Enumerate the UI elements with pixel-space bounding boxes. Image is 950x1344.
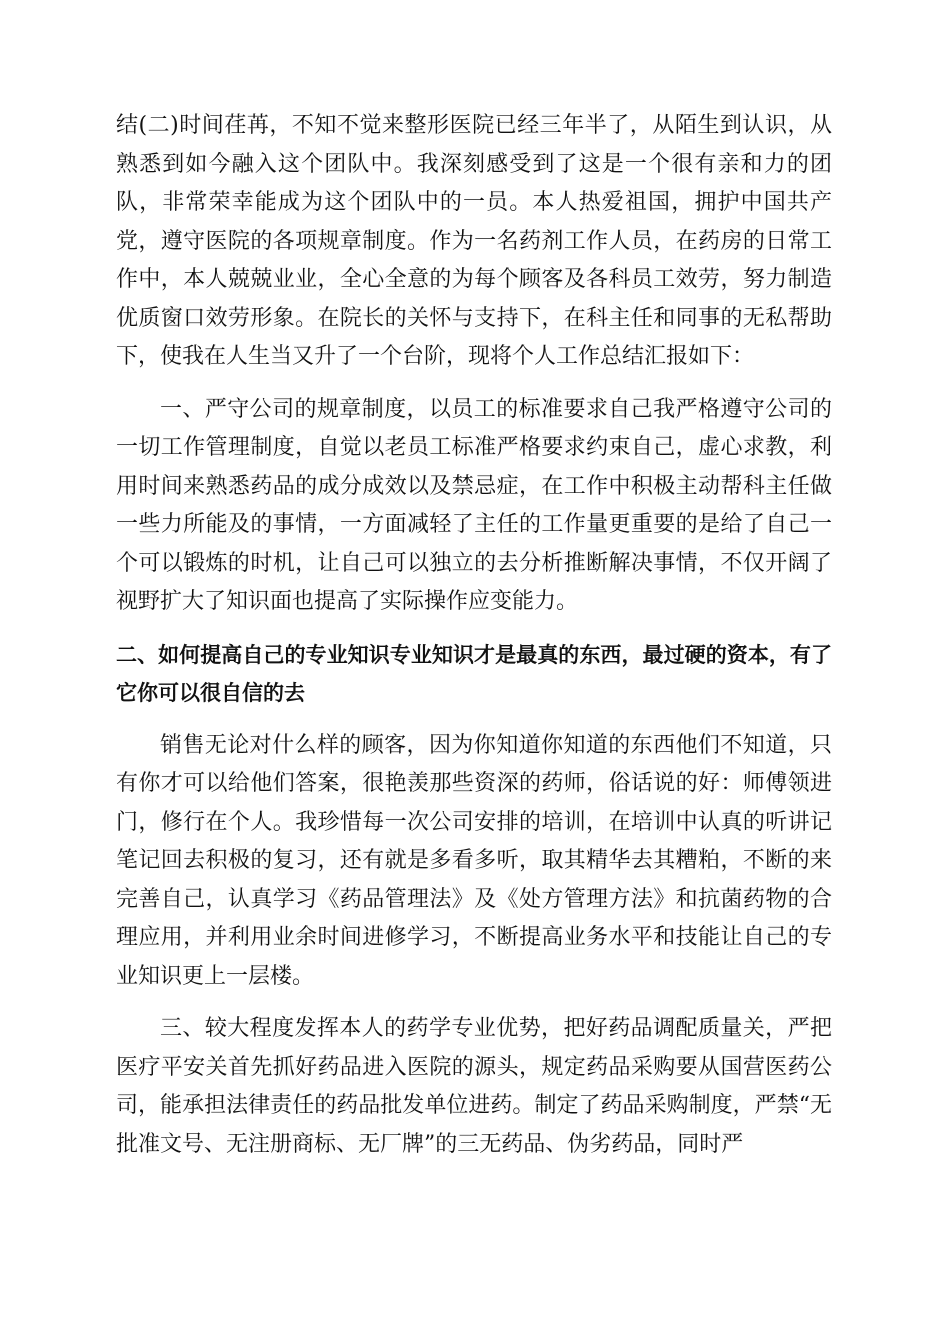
paragraph-gap: [116, 622, 832, 636]
paragraph-intro: 结(二)时间荏苒，不知不觉来整形医院已经三年半了，从陌生到认识，从熟悉到如今融入这个团队中。我深刻感受到了这是一个很有亲和力的团队，非常荣幸能成为这个团队中的一员。本人热爱祖国，拥护中国共产党，遵守医院的各项规章制度。作为一名药剂工作人员，在药房的日常工作中，本人兢兢业业，全心全意的为每个顾客及各科员工效劳，努力制造优质窗口效劳形象。在院长的关怀与支持下，在科主任和同事的无私帮助下，使我在人生当又升了一个台阶，现将个人工作总结汇报如下：: [116, 113, 832, 369]
paragraph-gap: [116, 996, 832, 1010]
paragraph-section-three: 三、较大程度发挥本人的药学专业优势，把好药品调配质量关，严把医疗平安关首先抓好药品进入医院的源头，规定药品采购要从国营医药公司，能承担法律责任的药品批发单位进药。制定了药品采购制度，严禁“无批准文号、无注册商标、无厂牌”的三无药品、伪劣药品，同时严: [116, 1016, 832, 1157]
paragraph-gap: [116, 713, 832, 727]
paragraph-section-two-body: 销售无论对什么样的顾客，因为你知道你知道的东西他们不知道，只有你才可以给他们答案，很艳羡那些资深的药师，俗话说的好：师傅领进门，修行在个人。我珍惜每一次公司安排的培训，在培训中认真的听讲记笔记回去积极的复习，还有就是多看多听，取其精华去其糟粕，不断的来完善自己，认真学习《药品管理法》及《处方管理方法》和抗菌药物的合理应用，并利用业余时间进修学习，不断提高业务水平和技能让自己的专业知识更上一层楼。: [116, 732, 832, 989]
document-page: [116, 107, 832, 1164]
paragraph-section-one: 一、严守公司的规章制度，以员工的标准要求自己我严格遵守公司的一切工作管理制度，自觉以老员工标准严格要求约束自己，虚心求教，利用时间来熟悉药品的成分成效以及禁忌症，在工作中积极主动帮科主任做一些力所能及的事情，一方面减轻了主任的工作量更重要的是给了自己一个可以锻炼的时机，让自己可以独立的去分析推断解决事情，不仅开阔了视野扩大了知识面也提高了实际操作应变能力。: [116, 396, 832, 614]
paragraph-gap: [116, 377, 832, 391]
section-heading-two: 二、如何提高自己的专业知识专业知识才是最真的东西，最过硬的资本，有了它你可以很自信的去: [116, 642, 832, 705]
